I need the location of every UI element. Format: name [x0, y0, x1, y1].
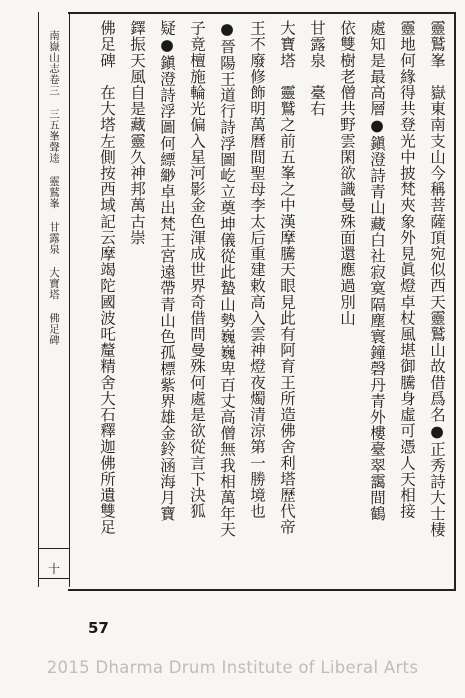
margin-rule — [39, 578, 69, 579]
page-number: 57 — [88, 619, 109, 637]
text-column: ●晉陽王道行詩浮圖屹立奠坤儀從此蟄山勢巍巍卑百丈高僧無我相萬年天 — [218, 20, 236, 538]
text-column: 鐸振天風自是藏靈久神邦萬古崇 — [128, 20, 146, 246]
margin-page-mark: 十 — [47, 562, 60, 576]
text-column: 疑●鎭澄詩浮圖何縹緲卓出梵王宮遠帶青山色孤標紫界雄金鈴涵海月寶 — [158, 20, 176, 522]
text-column: 大寶塔 靈鷲之前五峯之中漢摩騰天眼見此有阿育王所造佛舍利塔歷代帝 — [278, 20, 296, 536]
margin-title: 南嶽山志卷三 三五峯聲逵 靈鷲峯 甘露泉 大寶塔 佛足碑 — [48, 30, 60, 346]
text-column: 王不廢修飾明萬曆間聖母李太后重建敕高入雲神燈夜燭清涼第一勝境也 — [248, 20, 266, 520]
text-column: 處知是最高層●鎭澄詩青山藏白社寂寞隔塵寰鐘磬丹青外樓臺翠靄間鶴 — [368, 20, 386, 522]
text-column: 依雙樹老僧共野雲閑欲識曼殊面還應過別山 — [338, 20, 356, 326]
text-column: 甘露泉 臺右 — [308, 20, 326, 117]
text-column: 子竟檀施輪光偏入星河影金色渾成世界奇借問曼殊何處是欲從言下決狐 — [188, 20, 206, 520]
margin-strip — [38, 12, 70, 587]
margin-rule — [39, 548, 69, 549]
text-column: 靈鷲峯 嶽東南支山今稱菩薩頂宛似西天靈鷲山故借爲名●正秀詩大士棲 — [428, 20, 446, 538]
text-column: 靈地何緣得共登光中披梵夾象外見眞燈卓杖風堪御騰身虛可憑人天相接 — [398, 20, 416, 520]
text-column: 佛足碑 在大塔左側按西域記云摩竭陀國波吒釐精舍大石釋迦佛所遺雙足 — [98, 20, 116, 536]
watermark: 2015 Dharma Drum Institute of Liberal Arts — [46, 658, 419, 677]
text-frame — [68, 12, 456, 591]
